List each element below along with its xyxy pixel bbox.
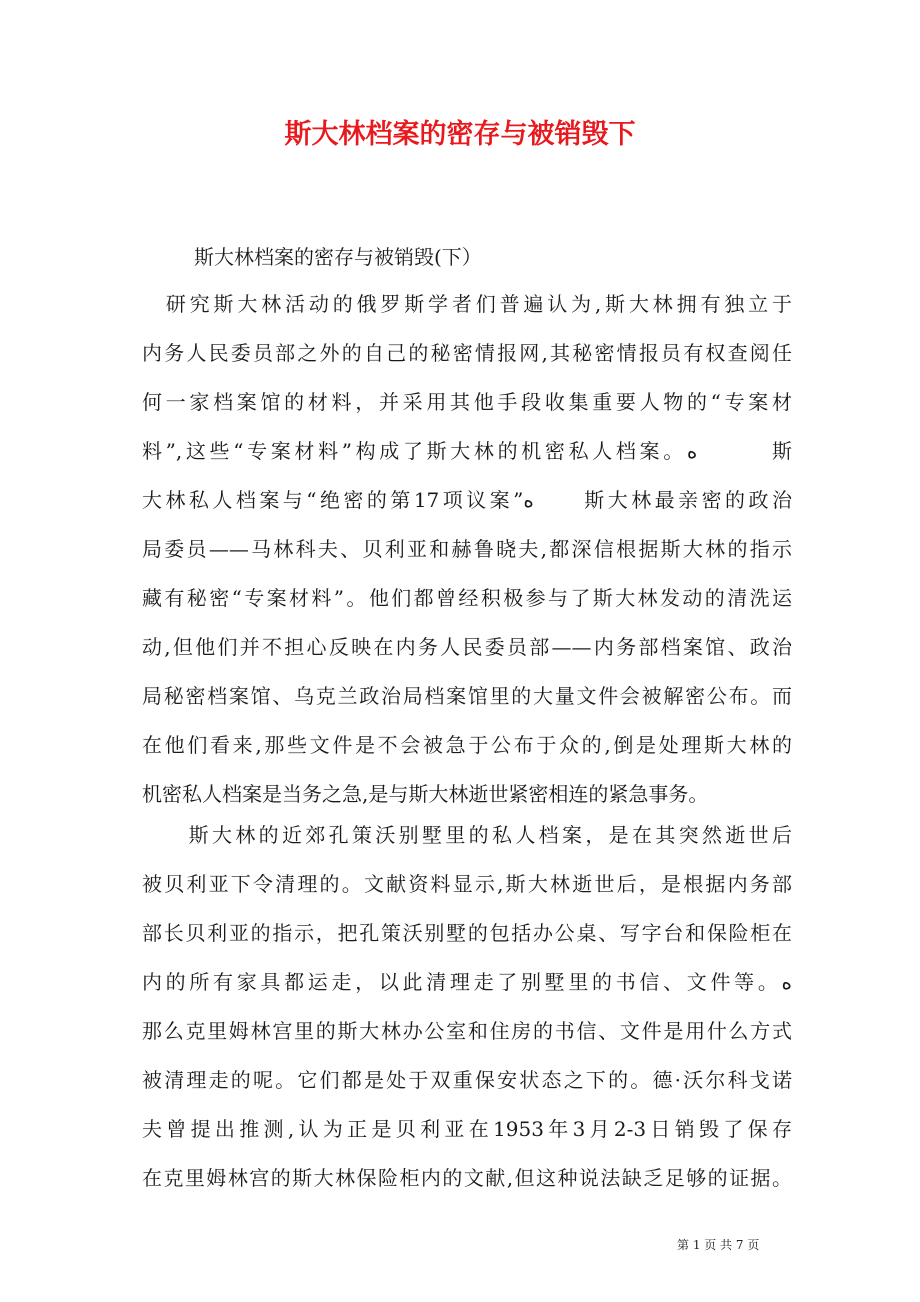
paragraph-1 [142,280,792,819]
text-line: 局秘密档案馆、乌克兰政治局档案馆里的大量文件会被解密公布。而 [142,684,792,708]
text-line: 料”,这些“专案材料”构成了斯大林的机密私人档案。ﻩ 斯 [142,439,792,463]
text-line: 动,但他们并不担心反映在内务人民委员部——内务部档案馆、政治 [142,635,792,659]
paragraph-2 [142,811,792,1203]
text-line: 被贝利亚下令清理的。文献资料显示,斯大林逝世后，是根据内务部 [142,872,792,896]
text-line: 被清理走的呢。它们都是处于双重保安状态之下的。德·沃尔科戈诺 [142,1068,792,1092]
article-subheading: 斯大林档案的密存与被销毁(下） [194,245,482,269]
text-line: 那么克里姆林宫里的斯大林办公室和住房的书信、文件是用什么方式 [142,1019,792,1043]
text-line: 夫曾提出推测,认为正是贝利亚在1953年3月2-3日销毁了保存 [142,1117,792,1141]
text-line: 内务人民委员部之外的自己的秘密情报网,其秘密情报员有权查阅任 [142,341,792,365]
text-line: 在他们看来,那些文件是不会被急于公布于众的,倒是处理斯大林的 [142,733,792,757]
document-title: 斯大林档案的密存与被销毁下 [284,119,636,150]
text-line: 藏有秘密“专案材料”。他们都曾经积极参与了斯大林发动的清洗运 [142,586,792,610]
text-line: 何一家档案馆的材料，并采用其他手段收集重要人物的“专案材 [142,390,792,414]
text-line: 部长贝利亚的指示，把孔策沃别墅的包括办公桌、写字台和保险柜在 [142,921,792,945]
text-line: 机密私人档案是当务之急,是与斯大林逝世紧密相连的紧急事务。 [142,782,709,806]
text-line: 在克里姆林宫的斯大林保险柜内的文献,但这种说法缺乏足够的证据。 [142,1166,792,1190]
text-line: 研究斯大林活动的俄罗斯学者们普遍认为,斯大林拥有独立于 [142,292,792,316]
text-line: 局委员——马林科夫、贝利亚和赫鲁晓夫,都深信根据斯大林的指示 [142,537,792,561]
text-line: 斯大林的近郊孔策沃别墅里的私人档案，是在其突然逝世后 [142,823,792,847]
text-line: 内的所有家具都运走，以此清理走了别墅里的书信、文件等。ﻩ [142,970,792,994]
page-number-footer: 第 1 页 共 7 页 [677,1238,760,1252]
text-line: 大林私人档案与“绝密的第17项议案”ﻩ 斯大林最亲密的政治 [142,488,792,512]
